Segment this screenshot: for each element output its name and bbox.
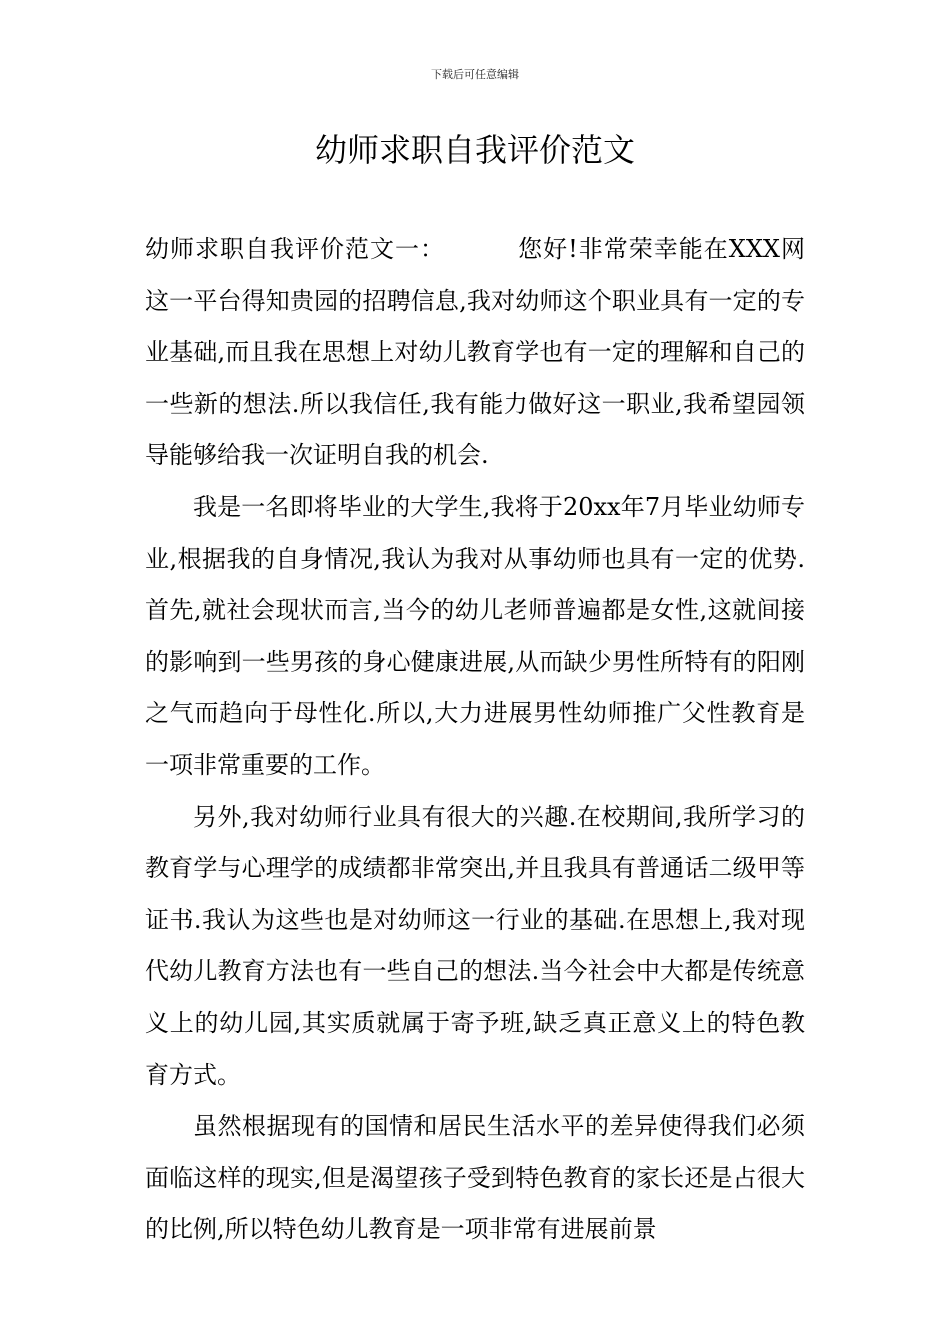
header-note: 下载后可任意编辑	[431, 68, 519, 81]
document-body	[145, 224, 805, 1256]
paragraph-1	[145, 224, 805, 482]
paragraph-1-text: 您好!非常荣幸能在XXX网这一平台得知贵园的招聘信息,我对幼师这个职业具有一定的专业基础,而且我在思想上对幼儿教育学也有一定的理解和自己的一些新的想法.所以我信任,我有能力做好这一职业,我希望园领导能够给我一次证明自我的机会.	[145, 235, 806, 470]
paragraph-4: 虽然根据现有的国情和居民生活水平的差异使得我们必须面临这样的现实,但是渴望孩子受到特色教育的家长还是占很大的比例,所以特色幼儿教育是一项非常有进展前景	[145, 1112, 805, 1244]
paragraph-3: 另外,我对幼师行业具有很大的兴趣.在校期间,我所学习的教育学与心理学的成绩都非常突出,并且我具有普通话二级甲等证书.我认为这些也是对幼师这一行业的基础.在思想上,我对现代幼儿教育方法也有一些自己的想法.当今社会中大都是传统意义上的幼儿园,其实质就属于寄予班,缺乏真正意义上的特色教育方式。	[145, 802, 805, 1089]
paragraph-1-lead: 幼师求职自我评价范文一：	[145, 235, 446, 263]
document-title: 幼师求职自我评价范文	[314, 131, 635, 169]
paragraph-2: 我是一名即将毕业的大学生,我将于20xx年7月毕业幼师专业,根据我的自身情况,我认为我对从事幼师也具有一定的优势.首先,就社会现状而言,当今的幼儿老师普遍都是女性,这就间接的影响到一些男孩的身心健康进展,从而缺少男性所特有的阳刚之气而趋向于母性化.所以,大力进展男性幼师推广父性教育是一项非常重要的工作。	[145, 492, 805, 779]
